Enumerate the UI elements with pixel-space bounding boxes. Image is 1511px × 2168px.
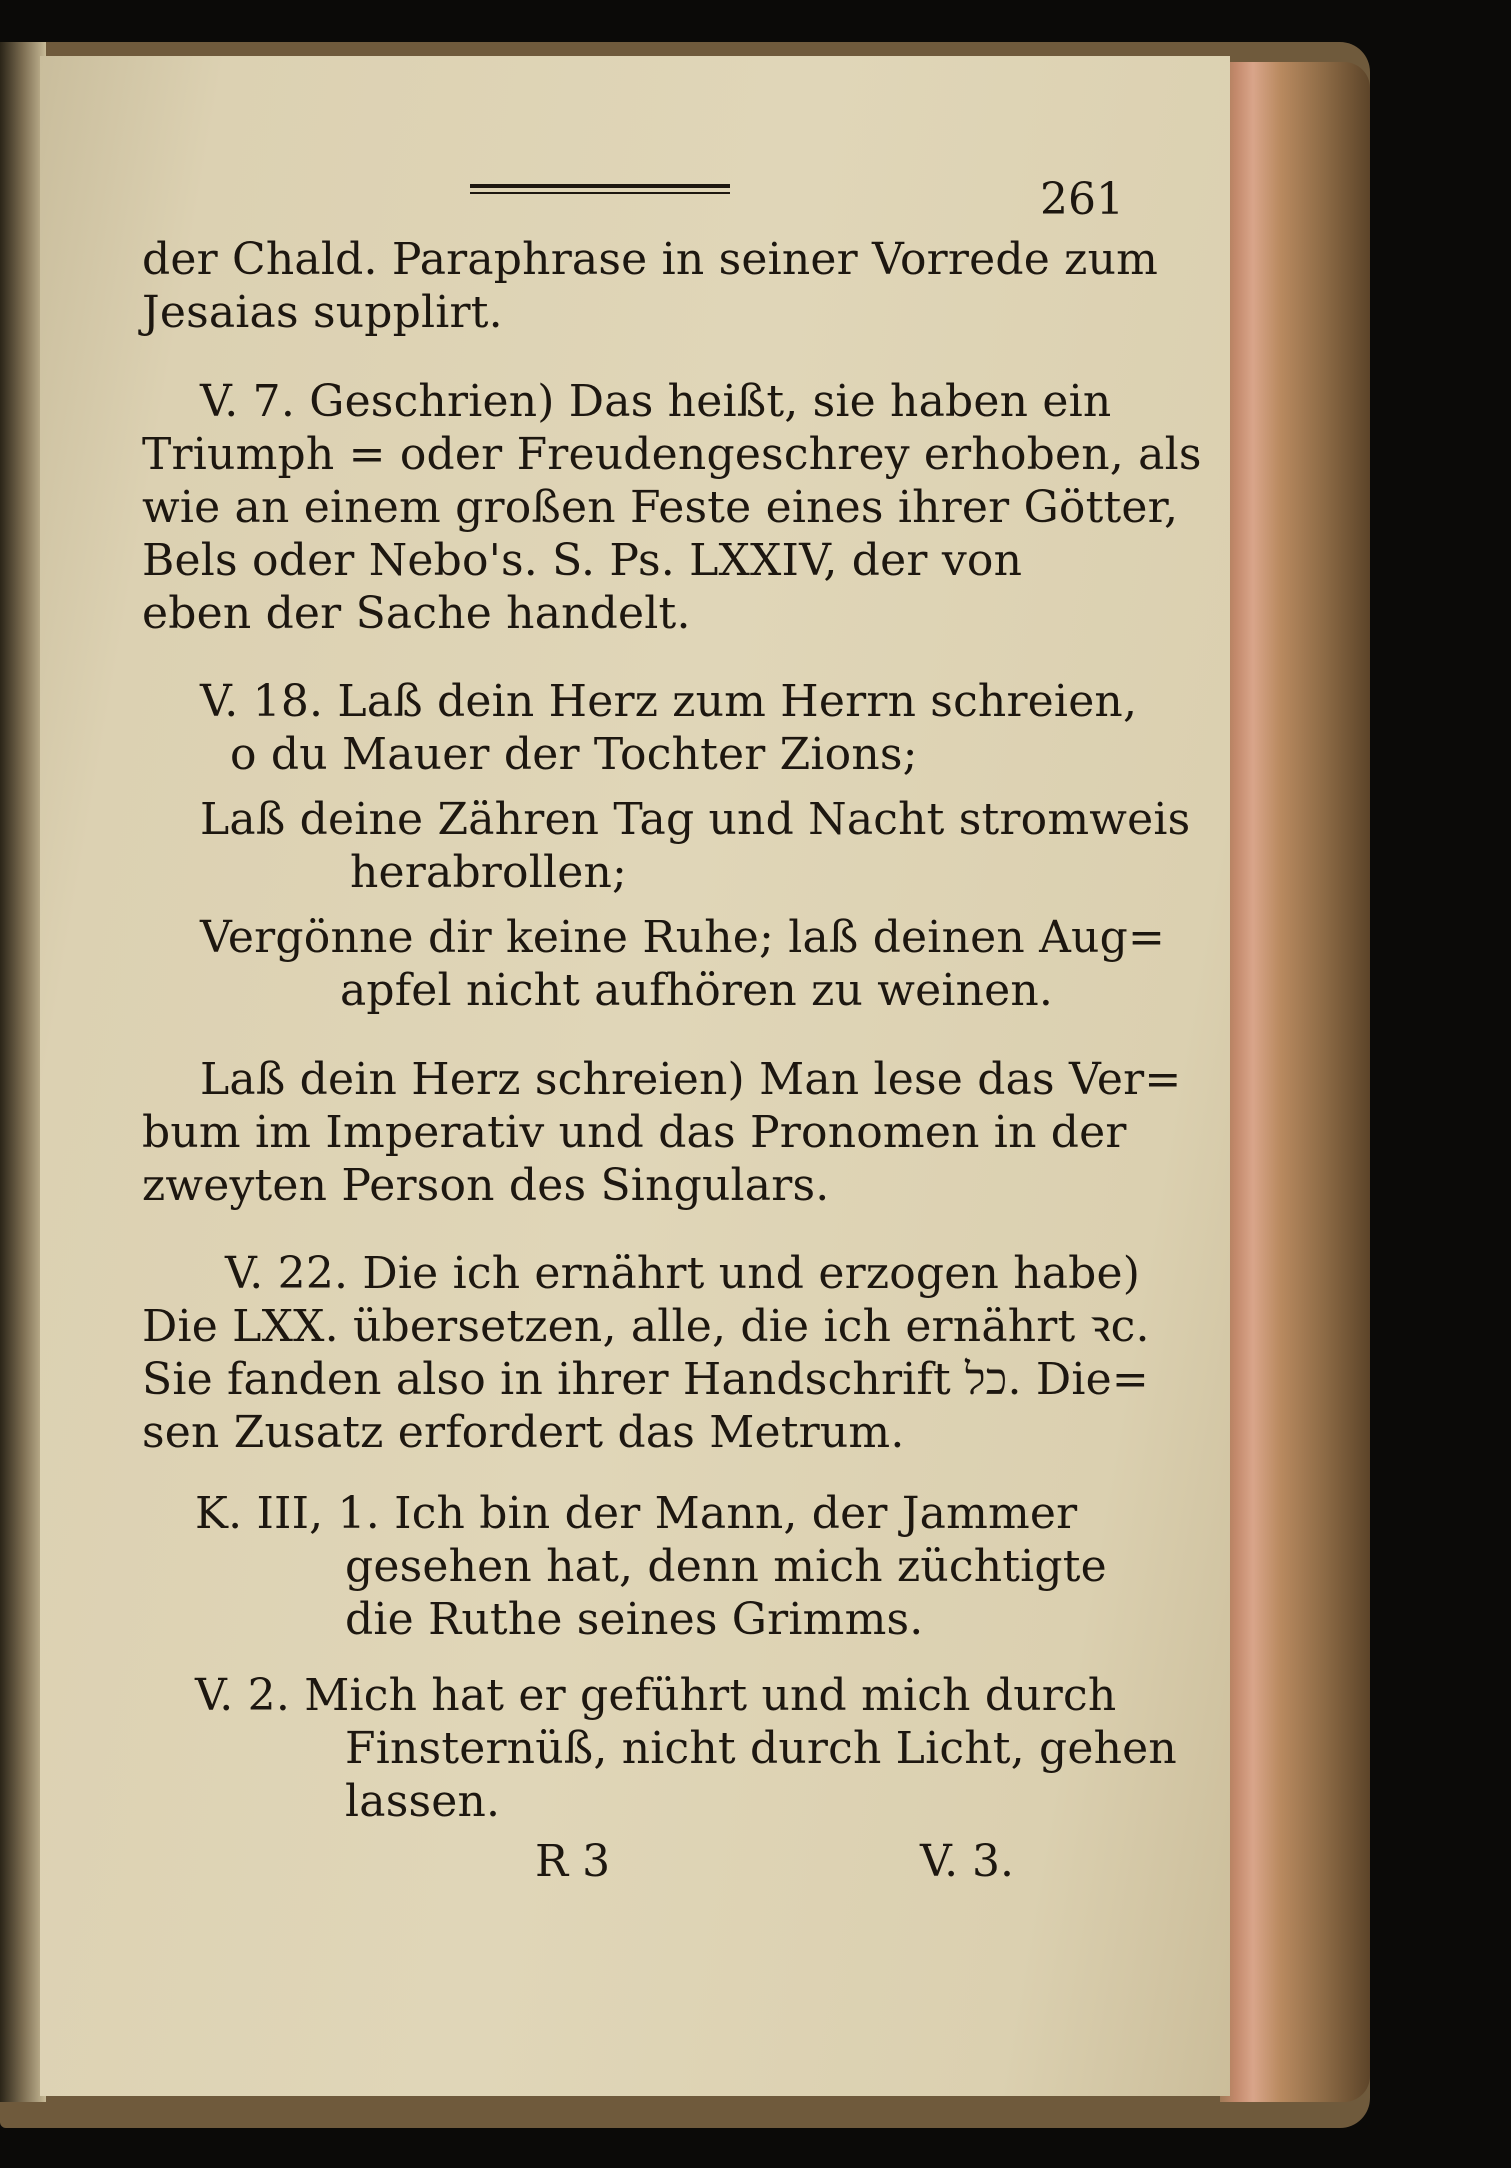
text-line: gesehen hat, denn mich züchtigte <box>345 1541 1107 1592</box>
text-line: V. 22. Die ich ernährt und erzogen habe) <box>225 1248 1141 1299</box>
text-line: Laß deine Zähren Tag und Nacht stromweis <box>200 794 1191 845</box>
text-line: Jesaias supplirt. <box>142 287 503 338</box>
header-rule <box>470 184 730 194</box>
text-line: der Chald. Paraphrase in seiner Vorrede zum <box>142 234 1159 285</box>
text-line: die Ruthe seines Grimms. <box>345 1594 924 1645</box>
text-line: Vergönne dir keine Ruhe; laß deinen Aug= <box>200 912 1166 963</box>
text-line: V. 2. Mich hat er geführt und mich durch <box>195 1670 1117 1721</box>
text-line: zweyten Person des Singulars. <box>142 1160 830 1211</box>
text-line: V. 7. Geschrien) Das heißt, sie haben ein <box>200 376 1112 427</box>
text-line: Triumph = oder Freudengeschrey erhoben, als <box>142 429 1202 480</box>
page-edges <box>1220 62 1370 2102</box>
text-line: sen Zusatz erfordert das Metrum. <box>142 1407 905 1458</box>
page-number: 261 <box>1040 174 1124 225</box>
text-line: o du Mauer der Tochter Zions; <box>230 729 918 780</box>
text-line: lassen. <box>345 1776 501 1827</box>
catchword: V. 3. <box>920 1836 1015 1887</box>
text-line: K. III, 1. Ich bin der Mann, der Jammer <box>195 1488 1078 1539</box>
text-line: bum im Imperativ und das Pronomen in der <box>142 1107 1127 1158</box>
text-line: Bels oder Nebo's. S. Ps. LXXIV, der von <box>142 535 1023 586</box>
text-line: Sie fanden also in ihrer Handschrift כל. Die= <box>142 1354 1149 1405</box>
text-line: Laß dein Herz schreien) Man lese das Ver= <box>200 1054 1182 1105</box>
book-page <box>40 56 1230 2096</box>
text-line: V. 18. Laß dein Herz zum Herrn schreien, <box>200 676 1138 727</box>
text-line: Finsternüß, nicht durch Licht, gehen <box>345 1723 1177 1774</box>
text-line: apfel nicht aufhören zu weinen. <box>340 965 1054 1016</box>
signature-mark: R 3 <box>535 1836 611 1887</box>
text-line: eben der Sache handelt. <box>142 588 691 639</box>
text-line: Die LXX. übersetzen, alle, die ich ernährt ꝛc. <box>142 1301 1150 1352</box>
text-line: wie an einem großen Feste eines ihrer Götter, <box>142 482 1179 533</box>
text-line: herabrollen; <box>350 847 628 898</box>
